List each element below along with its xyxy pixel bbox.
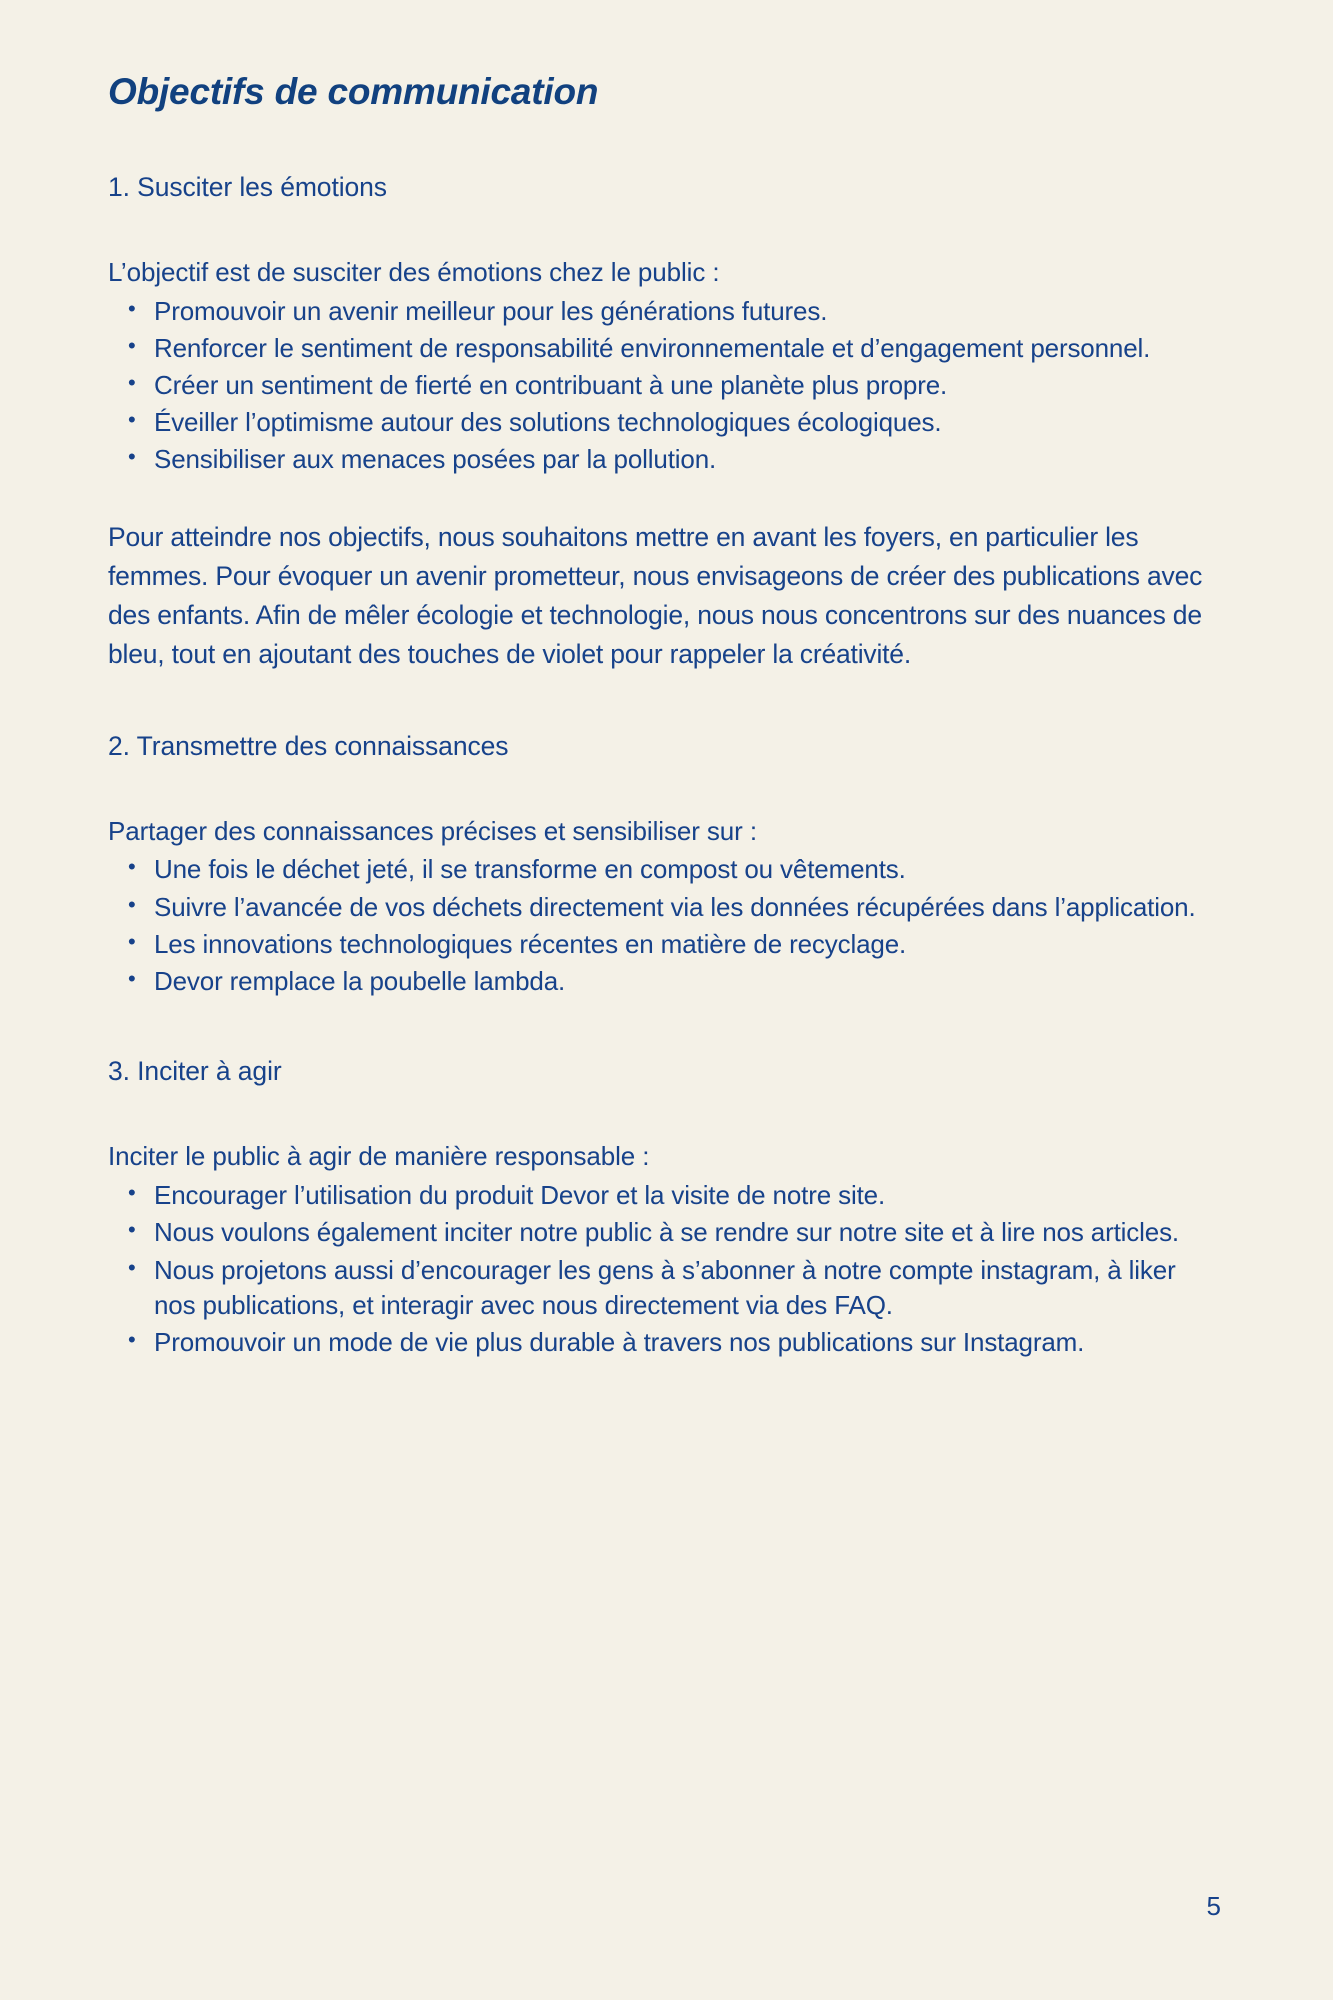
list-item: • Nous voulons également inciter notre public à se rendre sur notre site et à lire nos articles. bbox=[108, 1215, 1223, 1250]
page-number: 5 bbox=[1206, 1891, 1221, 1921]
section-2 bbox=[108, 730, 1223, 1000]
page-title: Objectifs de communication bbox=[108, 71, 599, 112]
section-1 bbox=[108, 171, 1223, 674]
section-1-lead: L’objectif est de susciter des émotions chez le public : bbox=[108, 256, 720, 287]
section-1-paragraph: Pour atteindre nos objectifs, nous souhaitons mettre en avant les foyers, en particulier les femmes. Pour évoquer un avenir prometteur, nous envisageons de créer des publications avec des enfants. Afin de mêler écologie et technologie, nous nous concentrons sur des nuances de bleu, tout en ajoutant des touches de violet pour rappeler la créativité. bbox=[108, 521, 1203, 669]
section-1-bullet-list bbox=[108, 294, 1223, 478]
section-2-heading: 2. Transmettre des connaissances bbox=[108, 730, 509, 761]
list-item: • Nous projetons aussi d’encourager les gens à s’abonner à notre compte instagram, à liker nos publications, et interagir avec nous directement via des FAQ. bbox=[108, 1253, 1223, 1323]
list-item: • Suivre l’avancée de vos déchets directement via les données récupérées dans l’application. bbox=[108, 890, 1223, 925]
list-item: • Les innovations technologiques récentes en matière de recyclage. bbox=[108, 927, 1223, 962]
list-item: • Promouvoir un avenir meilleur pour les générations futures. bbox=[108, 294, 1223, 329]
list-item: • Devor remplace la poubelle lambda. bbox=[108, 964, 1223, 999]
section-3-bullet-list bbox=[108, 1178, 1223, 1360]
list-item: • Éveiller l’optimisme autour des solutions technologiques écologiques. bbox=[108, 405, 1223, 440]
list-item: • Une fois le déchet jeté, il se transforme en compost ou vêtements. bbox=[108, 852, 1223, 887]
list-item: • Créer un sentiment de fierté en contribuant à une planète plus propre. bbox=[108, 368, 1223, 403]
list-item: • Promouvoir un mode de vie plus durable à travers nos publications sur Instagram. bbox=[108, 1325, 1223, 1360]
list-item: • Renforcer le sentiment de responsabilité environnementale et d’engagement personnel. bbox=[108, 331, 1223, 366]
section-3 bbox=[108, 1055, 1223, 1360]
section-3-heading: 3. Inciter à agir bbox=[108, 1056, 282, 1087]
section-1-heading: 1. Susciter les émotions bbox=[108, 171, 387, 202]
section-2-bullet-list bbox=[108, 852, 1223, 999]
list-item: • Sensibiliser aux menaces posées par la pollution. bbox=[108, 442, 1223, 477]
list-item: • Encourager l’utilisation du produit Devor et la visite de notre site. bbox=[108, 1178, 1223, 1213]
section-3-lead: Inciter le public à agir de manière responsable : bbox=[108, 1141, 650, 1172]
section-2-lead: Partager des connaissances précises et sensibiliser sur : bbox=[108, 815, 757, 846]
